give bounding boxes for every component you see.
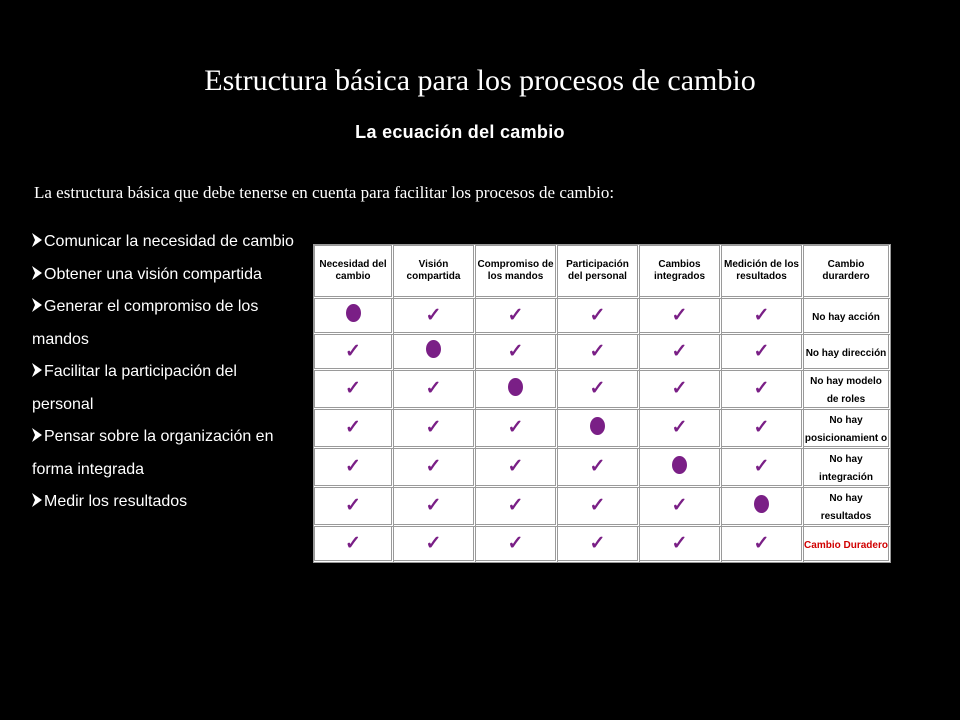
checkmark-icon: ✓ xyxy=(589,495,606,516)
checkmark-icon: ✓ xyxy=(589,532,606,554)
checkmark-icon: ✓ xyxy=(345,456,361,477)
checkmark-icon: ✓ xyxy=(589,378,606,399)
checkmark-icon: ✓ xyxy=(671,495,688,516)
arrow-bullet-icon xyxy=(32,363,42,377)
bullet-item xyxy=(32,421,302,486)
outcome-text: Cambio Duradero xyxy=(804,539,888,551)
table-cell xyxy=(394,527,476,563)
missing-element-dot-icon xyxy=(590,417,605,435)
checkmark-icon: ✓ xyxy=(671,340,688,362)
checkmark-icon: ✓ xyxy=(345,417,361,438)
checkmark-icon: ✓ xyxy=(345,495,361,516)
table-cell xyxy=(313,299,394,335)
table-cell xyxy=(394,410,476,449)
checkmark-icon: ✓ xyxy=(345,340,361,362)
table-cell xyxy=(476,410,558,449)
checkmark-icon: ✓ xyxy=(425,495,442,516)
outcome-text: No hay acción xyxy=(812,311,880,323)
table-cell xyxy=(640,449,722,488)
table-cell xyxy=(476,449,558,488)
table-row xyxy=(313,488,891,527)
table-cell xyxy=(558,335,640,371)
table-cell xyxy=(476,527,558,563)
bullet-list xyxy=(32,226,302,519)
table-row xyxy=(313,371,891,410)
checkmark-icon: ✓ xyxy=(507,532,524,554)
missing-element-dot-icon xyxy=(346,304,361,322)
table-cell xyxy=(313,371,394,410)
table-cell xyxy=(722,449,804,488)
table-row xyxy=(313,410,891,449)
slide-title: Estructura básica para los procesos de cambio xyxy=(204,64,756,97)
checkmark-icon: ✓ xyxy=(507,495,524,516)
table-cell xyxy=(722,488,804,527)
checkmark-icon: ✓ xyxy=(425,456,442,477)
table-cell xyxy=(722,527,804,563)
checkmark-icon: ✓ xyxy=(345,532,361,554)
bullet-text: Obtener una visión compartida xyxy=(44,265,262,283)
outcome-text: No hay modelo de roles xyxy=(810,376,882,405)
table-cell xyxy=(394,299,476,335)
outcome-text: No hay integración xyxy=(819,454,873,483)
table-cell xyxy=(640,335,722,371)
intro-text: La estructura básica que debe tenerse en cuenta para facilitar los procesos de cambio: xyxy=(34,183,615,202)
table-cell xyxy=(313,449,394,488)
table-cell xyxy=(558,527,640,563)
table-cell xyxy=(558,299,640,335)
bullet-text: Pensar sobre la organización en forma integrada xyxy=(32,428,274,478)
checkmark-icon: ✓ xyxy=(753,417,770,438)
outcome-cell xyxy=(804,527,891,563)
table-cell xyxy=(313,488,394,527)
table-cell xyxy=(722,371,804,410)
checkmark-icon: ✓ xyxy=(753,340,770,362)
outcome-text: No hay resultados xyxy=(820,493,872,522)
outcome-text: No hay posicionamient o xyxy=(804,415,888,444)
table-cell xyxy=(558,371,640,410)
arrow-bullet-icon xyxy=(32,298,42,312)
table-row xyxy=(313,299,891,335)
table-row xyxy=(313,527,891,563)
arrow-bullet-icon xyxy=(32,493,42,507)
outcome-cell xyxy=(804,299,891,335)
table-cell xyxy=(313,410,394,449)
checkmark-icon: ✓ xyxy=(589,456,606,477)
outcome-cell xyxy=(804,449,891,488)
column-header: Visión compartida xyxy=(394,244,476,299)
checkmark-icon: ✓ xyxy=(753,532,770,554)
checkmark-icon: ✓ xyxy=(753,378,770,399)
table-cell xyxy=(640,410,722,449)
checkmark-icon: ✓ xyxy=(507,456,524,477)
bullet-text: Comunicar la necesidad de cambio xyxy=(44,233,294,250)
table-cell xyxy=(313,335,394,371)
table-cell xyxy=(640,371,722,410)
table-cell xyxy=(476,488,558,527)
checkmark-icon: ✓ xyxy=(589,340,606,362)
column-header: Compromiso de los mandos xyxy=(476,244,558,299)
column-header: Necesidad del cambio xyxy=(313,244,394,299)
checkmark-icon: ✓ xyxy=(507,304,524,326)
table-cell xyxy=(476,335,558,371)
table-cell xyxy=(722,299,804,335)
column-header: Medición de los resultados xyxy=(722,244,804,299)
bullet-item xyxy=(32,226,302,259)
checkmark-icon: ✓ xyxy=(345,378,361,399)
table-cell xyxy=(558,410,640,449)
checkmark-icon: ✓ xyxy=(425,417,442,438)
change-equation-table xyxy=(313,244,891,554)
checkmark-icon: ✓ xyxy=(507,340,524,362)
table-cell xyxy=(394,335,476,371)
table-cell xyxy=(476,371,558,410)
missing-element-dot-icon xyxy=(672,456,687,474)
table-cell xyxy=(394,488,476,527)
bullet-item xyxy=(32,291,302,356)
missing-element-dot-icon xyxy=(426,340,441,358)
checkmark-icon: ✓ xyxy=(425,378,442,399)
bullet-item xyxy=(32,486,302,519)
table-cell xyxy=(640,299,722,335)
table-cell xyxy=(722,335,804,371)
table-cell xyxy=(313,527,394,563)
column-header: Cambio durardero xyxy=(804,244,891,299)
checkmark-icon: ✓ xyxy=(425,532,442,554)
bullet-item xyxy=(32,259,302,292)
column-header: Participación del personal xyxy=(558,244,640,299)
table-cell xyxy=(558,488,640,527)
outcome-cell xyxy=(804,488,891,527)
arrow-bullet-icon xyxy=(32,266,42,280)
table-row xyxy=(313,449,891,488)
outcome-cell xyxy=(804,371,891,410)
missing-element-dot-icon xyxy=(508,378,523,396)
table-cell xyxy=(476,299,558,335)
checkmark-icon: ✓ xyxy=(753,304,770,326)
checkmark-icon: ✓ xyxy=(671,417,688,438)
bullet-text: Generar el compromiso de los mandos xyxy=(32,298,259,348)
table-header-row xyxy=(313,244,891,299)
checkmark-icon: ✓ xyxy=(507,417,524,438)
table-cell xyxy=(640,527,722,563)
slide-subtitle: La ecuación del cambio xyxy=(355,122,565,142)
checkmark-icon: ✓ xyxy=(671,378,688,399)
arrow-bullet-icon xyxy=(32,233,42,247)
bullet-item xyxy=(32,356,302,421)
arrow-bullet-icon xyxy=(32,428,42,442)
bullet-text: Medir los resultados xyxy=(44,493,188,510)
bullet-text: Facilitar la participación del personal xyxy=(32,363,237,413)
table-cell xyxy=(558,449,640,488)
table-cell xyxy=(394,449,476,488)
table-cell xyxy=(394,371,476,410)
checkmark-icon: ✓ xyxy=(589,304,606,326)
table-cell xyxy=(722,410,804,449)
table-cell xyxy=(640,488,722,527)
column-header: Cambios integrados xyxy=(640,244,722,299)
checkmark-icon: ✓ xyxy=(425,304,442,326)
checkmark-icon: ✓ xyxy=(671,532,688,554)
missing-element-dot-icon xyxy=(754,495,769,513)
checkmark-icon: ✓ xyxy=(671,304,688,326)
outcome-cell xyxy=(804,410,891,449)
outcome-cell xyxy=(804,335,891,371)
checkmark-icon: ✓ xyxy=(753,456,770,477)
table-row xyxy=(313,335,891,371)
outcome-text: No hay dirección xyxy=(805,347,887,359)
